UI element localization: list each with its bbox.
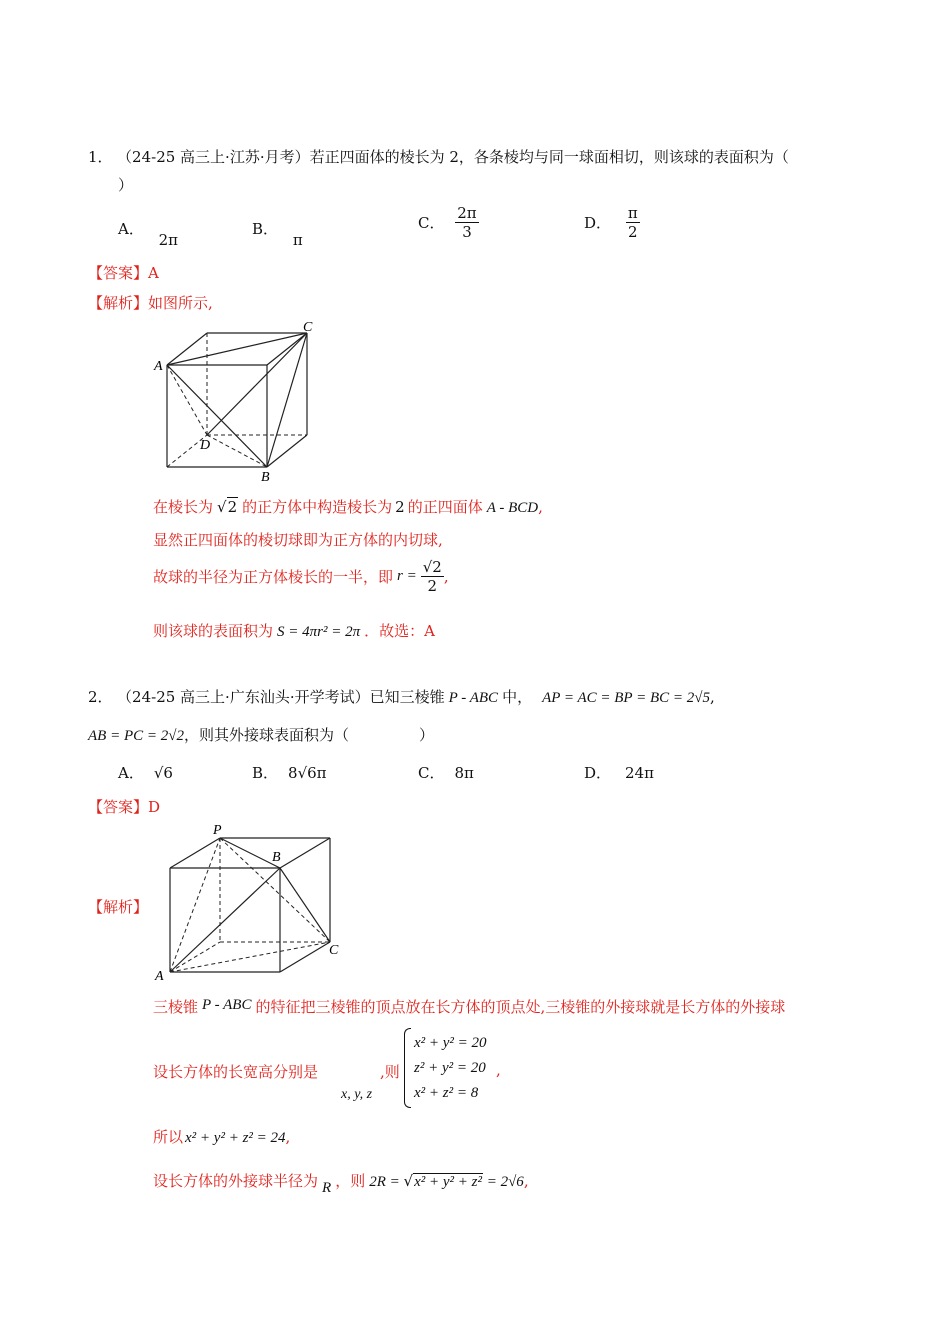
q1-analysis — [88, 292, 213, 313]
q1-option-d-numerator: π — [627, 204, 638, 222]
q2-sol2-then: ,则 — [380, 1063, 400, 1081]
q2-stem-line2-text: ，则其外接球表面积为（ — [183, 726, 349, 744]
q1-option-a-value: 2π — [158, 231, 179, 249]
q2-option-d-label: D． — [584, 764, 612, 782]
q2-box-figure — [150, 818, 350, 986]
q2-solution-line3 — [153, 1126, 290, 1147]
q2-sol1-pre: 三棱锥 — [153, 998, 199, 1016]
q1-solution-line2: 显然正四面体的棱切球即为正方体的内切球, — [153, 531, 443, 549]
q2-sol2-pre: 设长方体的长宽高分别是 — [153, 1063, 319, 1081]
q2-sol2-end: , — [496, 1061, 501, 1079]
q2-option-b — [252, 762, 327, 783]
q2-vertex-p: P — [213, 823, 222, 838]
q2-stem-line2-formula: AB = PC = 2√2 — [88, 728, 184, 744]
q2-system — [414, 1031, 487, 1106]
q2-stem-line2 — [88, 724, 434, 745]
q2-solution-line1 — [153, 996, 785, 1017]
q2-sol4-radicand: x² + y² + z² — [414, 1174, 482, 1190]
q1-solution-line3 — [153, 558, 449, 595]
q1-vertex-b: B — [261, 470, 270, 485]
q2-system-eq1: x² + y² = 20 — [414, 1035, 487, 1051]
q2-stem-line2-close: ） — [419, 726, 435, 744]
q2-option-a — [118, 762, 173, 783]
q1-sol1-mid: 的正方体中构造棱长为 — [242, 498, 393, 516]
q1-option-c-numerator: 2π — [457, 204, 477, 222]
q2-edge-bottom-right — [280, 942, 330, 972]
q2-sol2-vars: x, y, z — [341, 1087, 373, 1102]
q1-sol3-pre: 故球的半径为正方体棱长的一半，即 — [153, 568, 394, 586]
q1-sol3-numerator: √2 — [422, 558, 442, 576]
q1-sol1-two: 2 — [395, 498, 405, 516]
q1-answer-value: A — [148, 264, 159, 282]
q2-edge-ab — [170, 868, 280, 972]
q2-system-eq3: x² + z² = 8 — [414, 1085, 479, 1101]
q2-sol1-text: 的特征把三棱锥的顶点放在长方体的顶点处,三棱锥的外接球就是长方体的外接球 — [255, 998, 786, 1016]
q1-sol1-name: A - BCD — [486, 500, 539, 516]
q2-vertex-b: B — [272, 850, 281, 865]
q1-solution-line1 — [153, 496, 543, 517]
q1-option-b — [252, 218, 303, 249]
q1-vertex-a: A — [154, 359, 163, 374]
q2-sol4-mid: ，则 — [335, 1172, 366, 1190]
q1-sol3-denominator: 2 — [427, 577, 438, 595]
q2-sol4-pre: 设长方体的外接球半径为 — [153, 1172, 319, 1190]
q1-option-d-fraction — [626, 204, 640, 241]
q1-sol4-end: ．故选：A — [364, 622, 435, 640]
q1-option-d — [584, 204, 640, 241]
q2-solution-line4 — [153, 1170, 529, 1196]
q1-sol1-pre: 在棱长为 — [153, 498, 214, 516]
q2-edge-top-right — [280, 838, 330, 868]
q1-sol3-end: , — [443, 567, 449, 586]
q2-edge-top-left — [170, 838, 220, 868]
q2-number: 2． — [88, 688, 113, 706]
q2-option-c-label: C． — [418, 764, 445, 782]
q2-option-c-value: 8π — [454, 764, 474, 782]
q2-system-eq2: z² + y² = 20 — [414, 1060, 486, 1076]
q1-stem — [88, 146, 789, 167]
q2-stem-end: , — [709, 688, 715, 706]
q1-sol4-formula: S = 4πr² = 2π — [277, 624, 361, 640]
q2-sol3-formula: x² + y² + z² = 24 — [185, 1130, 286, 1146]
q2-option-c — [418, 762, 474, 783]
q2-vertex-c: C — [329, 943, 339, 958]
q1-option-a — [118, 218, 179, 249]
q1-vertex-d: D — [200, 438, 211, 453]
q2-answer-value: D — [148, 798, 161, 816]
q2-answer — [88, 796, 160, 817]
q1-option-c — [418, 204, 479, 241]
q2-sol4-root: √x² + y² + z² — [403, 1172, 482, 1190]
q1-edge-ac — [167, 333, 307, 365]
q1-sol3-var: r = — [397, 568, 417, 584]
q2-sol1-name: P - ABC — [202, 997, 252, 1013]
q2-sol3-end: , — [285, 1128, 291, 1146]
q2-stem-name: P - ABC — [448, 690, 499, 706]
q1-number: 1． — [88, 148, 113, 166]
q1-cube-figure — [150, 316, 325, 486]
q1-sol1-end: , — [538, 498, 543, 516]
q2-option-b-label: B． — [252, 764, 279, 782]
q1-sol1-root-value: 2 — [227, 498, 238, 516]
q1-option-d-denominator: 2 — [627, 223, 638, 241]
q2-edge-bc — [280, 868, 330, 942]
q2-option-a-label: A． — [118, 764, 144, 782]
q1-vertex-c: C — [303, 320, 313, 335]
q1-stem-line1: （24-25 高三上·江苏·月考）若正四面体的棱长为 2，各条棱均与同一球面相切，则该球的表面积为（ — [124, 148, 789, 166]
q2-sol4-formula-b: = 2√6 — [482, 1174, 524, 1190]
q1-analysis-intro: 如图所示, — [148, 294, 213, 312]
q2-answer-label: 【答案】 — [88, 798, 149, 816]
q2-edge-pb — [220, 838, 280, 868]
q1-option-c-denominator: 3 — [462, 223, 472, 241]
q2-option-d — [584, 762, 654, 783]
q2-option-d-value: 24π — [625, 764, 654, 782]
q2-edge-ap — [170, 838, 220, 972]
q2-stem-pre: （24-25 高三上·广东汕头·开学考试）已知三棱锥 — [124, 688, 445, 706]
q2-option-a-value: √6 — [153, 764, 173, 782]
q1-option-c-fraction — [455, 204, 478, 241]
q1-stem-line2: ） — [118, 176, 134, 194]
q1-sol1-mid2: 的正四面体 — [407, 498, 483, 516]
q2-sol4-formula-a: 2R = — [369, 1174, 404, 1190]
q1-option-c-label: C． — [418, 214, 445, 232]
q2-vertex-a: A — [155, 969, 164, 984]
q1-solution-line4 — [153, 620, 435, 641]
q2-stem-mid: 中， — [502, 688, 533, 706]
q1-sol1-root: √2 — [217, 498, 238, 516]
q2-sol4-end: , — [523, 1172, 529, 1190]
q1-edge-bottom-right — [267, 435, 307, 467]
q1-option-d-label: D． — [584, 214, 612, 232]
q2-system-brace — [404, 1028, 411, 1108]
q1-sol4-pre: 则该球的表面积为 — [153, 622, 274, 640]
q1-edge-ab — [167, 365, 267, 467]
q1-sol3-fraction — [421, 558, 444, 595]
q1-edge-db — [207, 435, 267, 467]
q2-option-b-value: 8√6π — [288, 764, 327, 782]
q1-option-b-value: π — [292, 231, 303, 249]
q2-sol4-var: R — [322, 1180, 332, 1196]
q1-analysis-label: 【解析】 — [88, 294, 149, 312]
q1-answer — [88, 262, 159, 283]
q2-hidden-bottom-left — [170, 942, 220, 972]
q2-stem-line1 — [88, 686, 715, 707]
q1-option-a-label: A． — [118, 220, 144, 238]
q2-analysis-label: 【解析】 — [88, 898, 149, 916]
q2-stem-formula: AP = AC = BP = BC = 2√5 — [542, 690, 710, 706]
q1-option-b-label: B． — [252, 220, 279, 238]
q2-sol3-pre: 所以 — [153, 1128, 184, 1146]
q1-answer-label: 【答案】 — [88, 264, 149, 282]
